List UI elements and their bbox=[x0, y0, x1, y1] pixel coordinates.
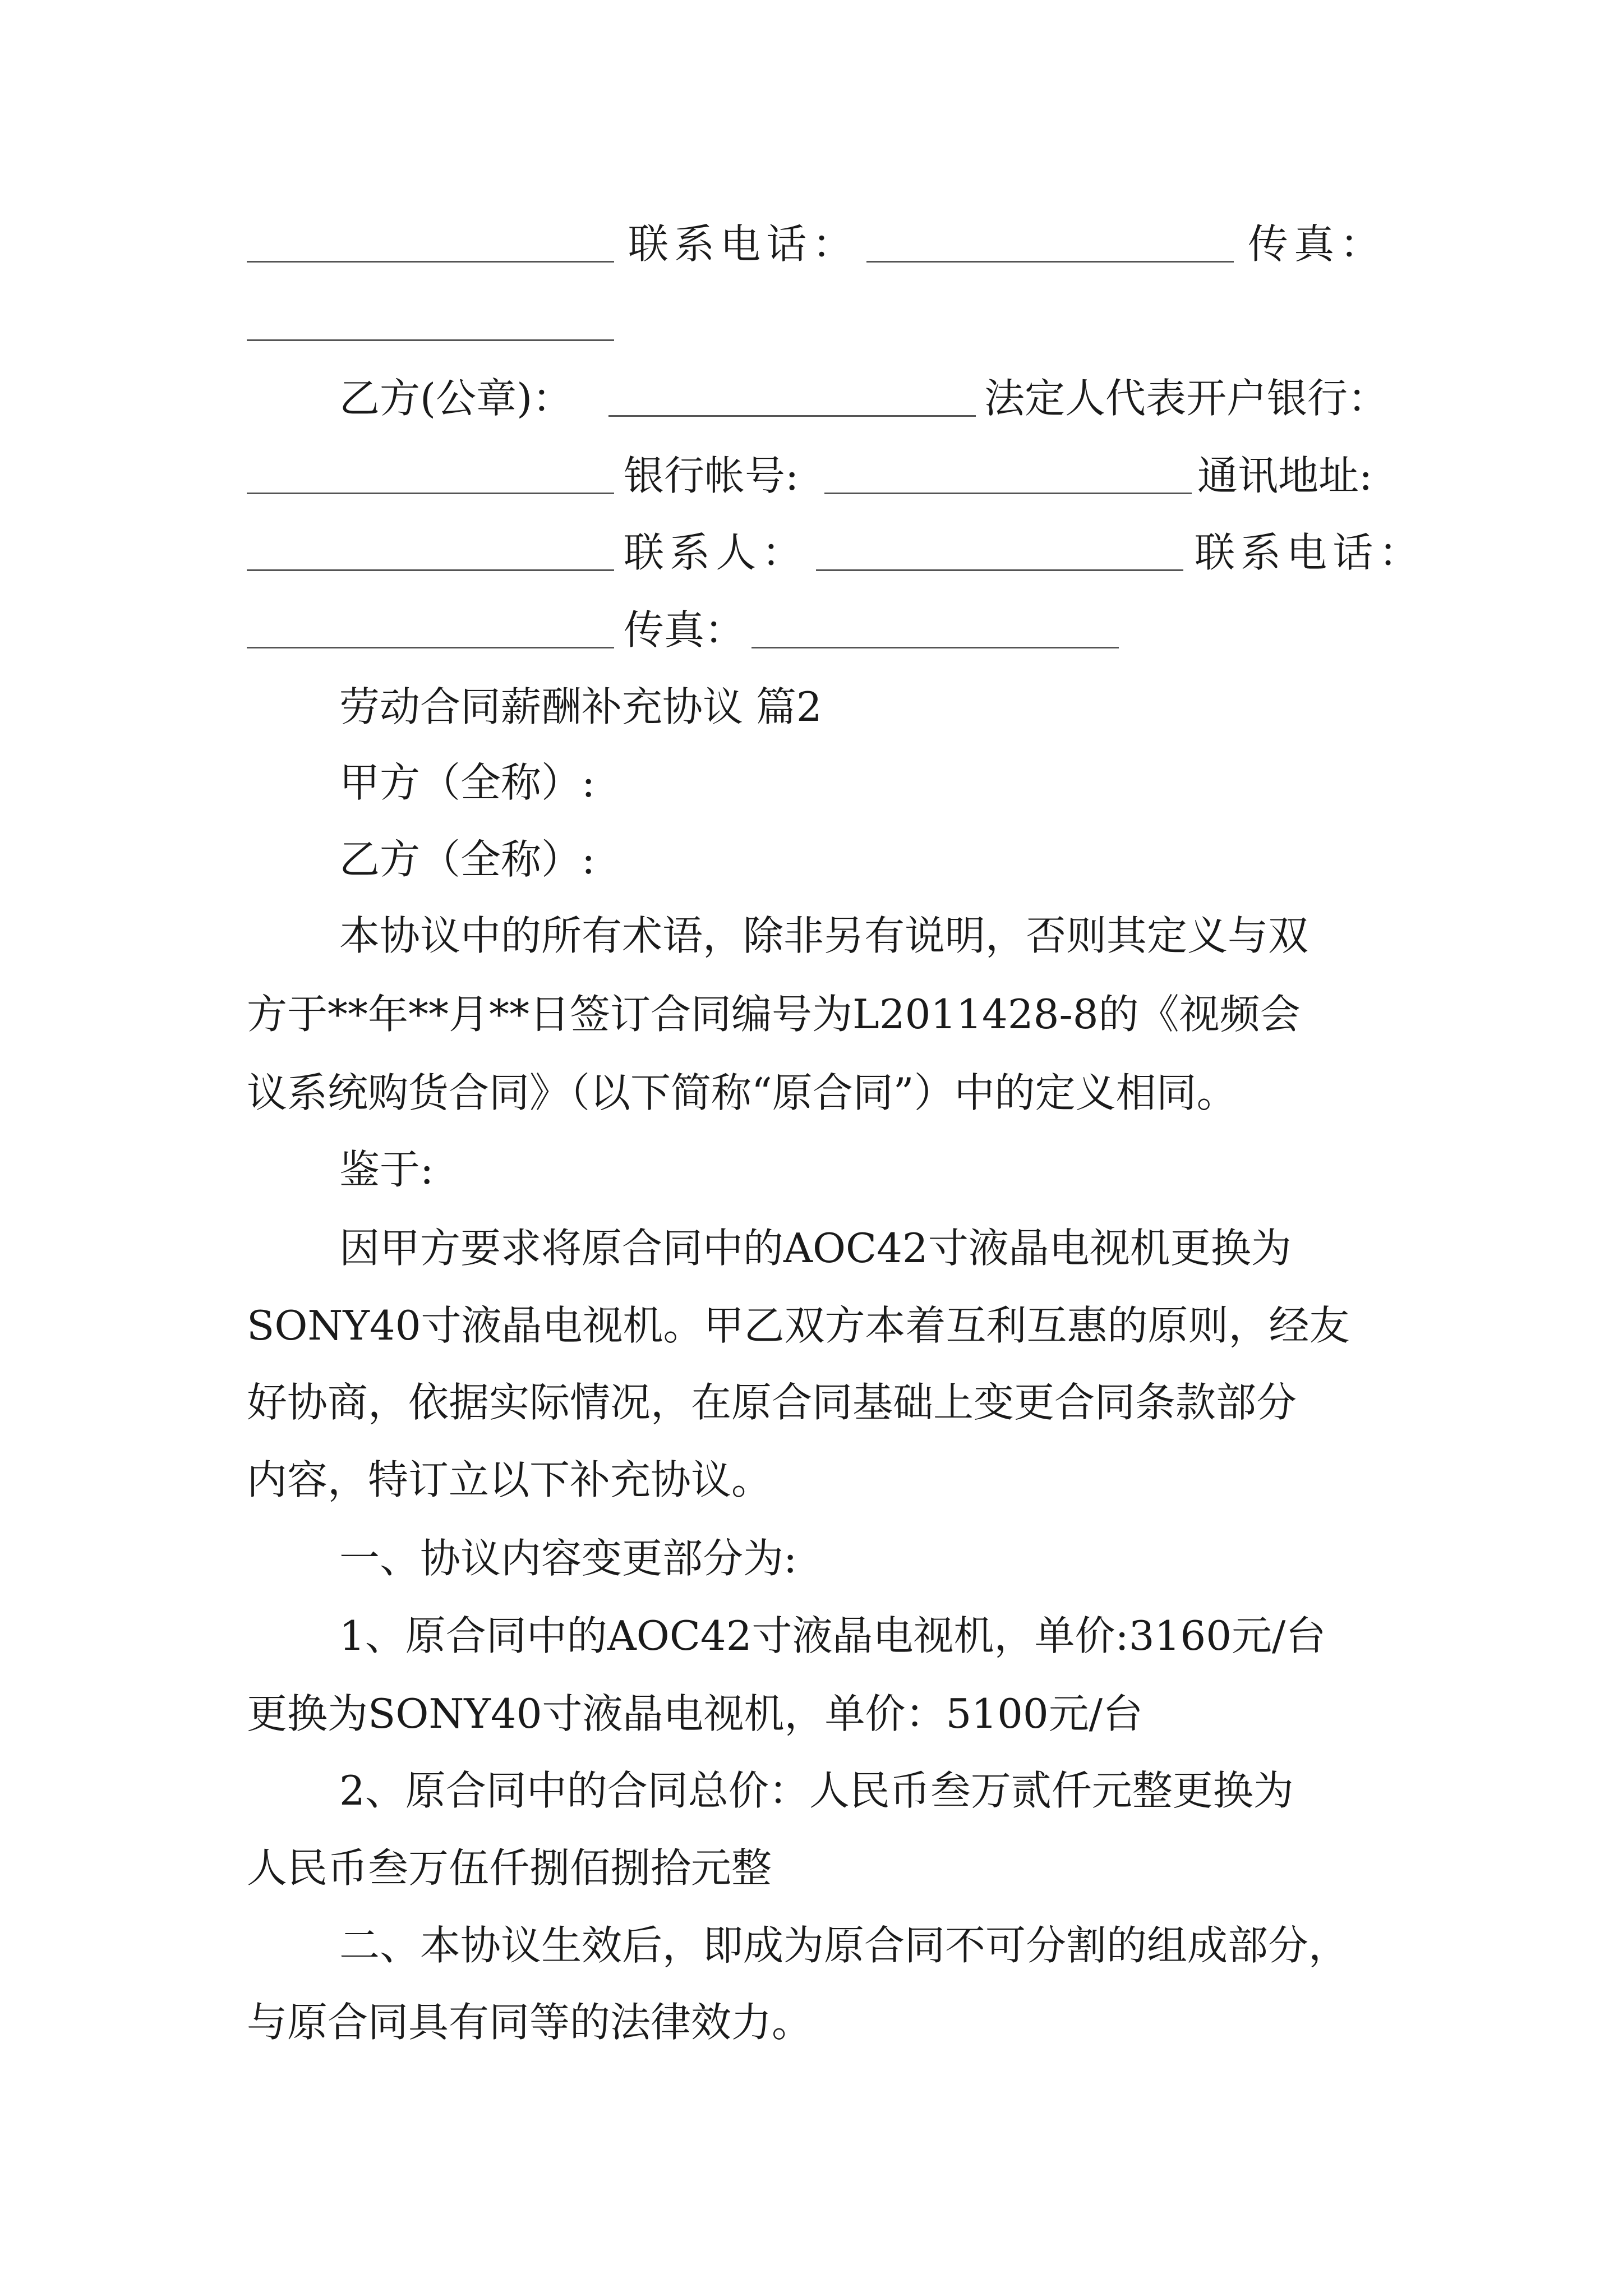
party-b-line bbox=[0, 820, 1623, 899]
fax-field bbox=[247, 339, 614, 341]
intro-line-2: 方于**年**月**日签订合同编号为L2011428-8的《视频会 bbox=[247, 991, 1301, 1038]
bank-account-label: 银行帐号: bbox=[624, 452, 799, 499]
section-title bbox=[0, 668, 1623, 746]
item-2-line-2: 人民币叁万伍仟捌佰捌拾元整 bbox=[247, 1844, 772, 1892]
clause-2-line bbox=[0, 1906, 1623, 1985]
reason-line-4: 内容，特订立以下补充协议。 bbox=[247, 1456, 772, 1503]
fax-blank-row bbox=[0, 283, 1623, 362]
party-b-seal-label: 乙方(公章)： bbox=[339, 375, 573, 422]
contact-person-label: 联系人： bbox=[624, 529, 808, 576]
address-field bbox=[247, 569, 614, 571]
paragraph-line bbox=[0, 1053, 1623, 1132]
legal-rep-bank-label: 法定人代表开户银行： bbox=[984, 375, 1389, 422]
clause-2-line-2: 与原合同具有同等的法律效力。 bbox=[247, 1999, 813, 2046]
intro-line-3: 议系统购货合同》（以下简称“原合同”）中的定义相同。 bbox=[247, 1069, 1237, 1116]
contact-phone-fax-row bbox=[0, 205, 1623, 283]
section-title-text: 劳动合同薪酬补充协议 篇2 bbox=[339, 683, 822, 730]
phone-label: 联系电话： bbox=[628, 220, 859, 268]
fax-label-2: 传真： bbox=[624, 606, 745, 654]
item-1-line bbox=[0, 1596, 1623, 1675]
contact-person-row bbox=[0, 513, 1623, 592]
whereas-label: 鉴于: bbox=[339, 1146, 434, 1193]
clause-2-line-1: 二、本协议生效后，即成为原合同不可分割的组成部分， bbox=[339, 1922, 1349, 1969]
item-2-line-1: 2、原合同中的合同总价：人民币叁万贰仟元整更换为 bbox=[339, 1767, 1294, 1814]
paragraph-line bbox=[0, 896, 1623, 975]
fax-label: 传真： bbox=[1248, 220, 1386, 268]
bank-field bbox=[247, 493, 614, 494]
item-1-line-1: 1、原合同中的AOC42寸液晶电视机，单价:3160元/台 bbox=[339, 1612, 1326, 1659]
reason-line-1: 因甲方要求将原合同中的AOC42寸液晶电视机更换为 bbox=[339, 1225, 1292, 1272]
paragraph-line bbox=[0, 1441, 1623, 1519]
clause-1-heading bbox=[0, 1519, 1623, 1598]
intro-line-1: 本协议中的所有术语，除非另有说明，否则其定义与双 bbox=[339, 912, 1309, 959]
paragraph-line bbox=[0, 975, 1623, 1053]
paragraph-line bbox=[0, 1286, 1623, 1365]
paragraph-line bbox=[0, 1363, 1623, 1442]
phone-label-2: 联系电话： bbox=[1195, 529, 1425, 576]
bank-account-field bbox=[824, 493, 1192, 494]
whereas-line bbox=[0, 1130, 1623, 1209]
party-b-seal-row bbox=[0, 359, 1623, 438]
contact-person-field bbox=[816, 569, 1183, 571]
reason-line-3: 好协商，依据实际情况，在原合同基础上变更合同条款部分 bbox=[247, 1379, 1297, 1426]
bank-account-row bbox=[0, 436, 1623, 515]
phone-field bbox=[866, 261, 1234, 263]
item-1-line-2: 更换为SONY40寸液晶电视机，单价：5100元/台 bbox=[247, 1690, 1143, 1737]
mail-address-label: 通讯地址: bbox=[1197, 452, 1373, 499]
party-b-label: 乙方（全称）: bbox=[339, 836, 596, 883]
item-1-line bbox=[0, 1674, 1623, 1753]
party-b-seal-field bbox=[608, 415, 976, 417]
reason-line-2: SONY40寸液晶电视机。甲乙双方本着互利互惠的原则，经友 bbox=[247, 1302, 1350, 1349]
clause-2-line bbox=[0, 1983, 1623, 2062]
item-2-line bbox=[0, 1829, 1623, 1907]
blank-field bbox=[247, 261, 614, 263]
paragraph-line bbox=[0, 1209, 1623, 1287]
fax-row bbox=[0, 591, 1623, 669]
item-2-line bbox=[0, 1751, 1623, 1830]
clause-1-heading-text: 一、协议内容变更部分为: bbox=[339, 1535, 797, 1582]
fax-field-2 bbox=[751, 647, 1119, 648]
party-a-label: 甲方（全称）: bbox=[339, 759, 596, 806]
party-a-line bbox=[0, 743, 1623, 822]
phone-field-2 bbox=[247, 647, 614, 648]
